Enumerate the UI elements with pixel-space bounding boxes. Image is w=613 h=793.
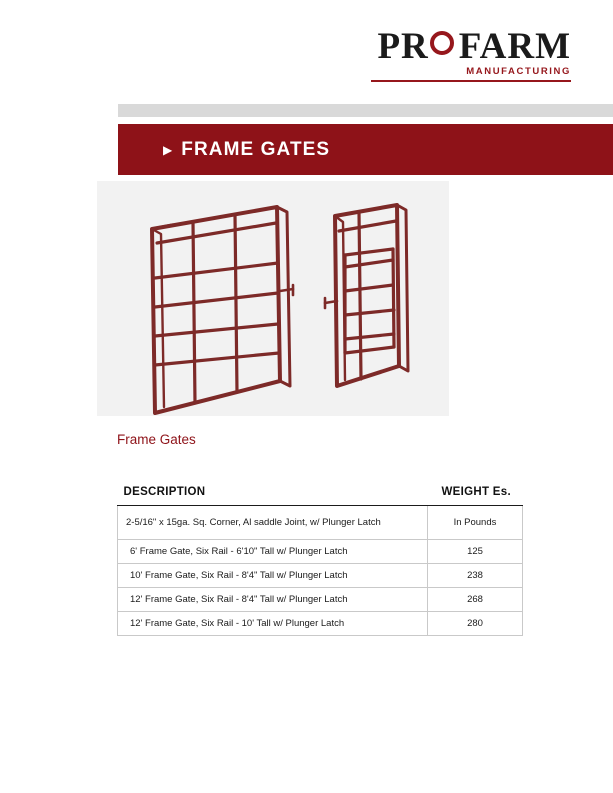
- logo-tagline: MANUFACTURING: [466, 66, 571, 77]
- logo-text-farm: FARM: [458, 26, 571, 67]
- row-description: 12' Frame Gate, Six Rail - 8'4" Tall w/ Plunger Latch: [118, 588, 428, 612]
- company-logo: [371, 28, 571, 82]
- product-image-panel: [97, 181, 449, 416]
- frame-gate-illustration: [97, 181, 449, 416]
- image-caption: Frame Gates: [117, 432, 196, 447]
- column-header-description: DESCRIPTION: [118, 486, 428, 506]
- spec-weight-unit: In Pounds: [428, 506, 523, 540]
- table-row: [118, 612, 523, 636]
- logo-wordmark: [377, 28, 571, 65]
- row-description: 6' Frame Gate, Six Rail - 6'10" Tall w/ Plunger Latch: [118, 540, 428, 564]
- table-row: [118, 564, 523, 588]
- table-header-row: [118, 486, 523, 506]
- page-title: FRAME GATES: [181, 138, 331, 160]
- row-description: 12' Frame Gate, Six Rail - 10' Tall w/ Plunger Latch: [118, 612, 428, 636]
- table-row: [118, 588, 523, 612]
- logo-underline: [371, 80, 571, 82]
- row-weight: 238: [428, 564, 523, 588]
- column-header-weight: WEIGHT Es.: [428, 486, 523, 506]
- spec-description: 2-5/16" x 15ga. Sq. Corner, Al saddle Joint, w/ Plunger Latch: [118, 506, 428, 540]
- row-weight: 125: [428, 540, 523, 564]
- section-title-bar: [118, 124, 613, 175]
- row-weight: 268: [428, 588, 523, 612]
- table-body: [118, 506, 523, 636]
- table-row: [118, 506, 523, 540]
- row-description: 10' Frame Gate, Six Rail - 8'4" Tall w/ Plunger Latch: [118, 564, 428, 588]
- table-row: [118, 540, 523, 564]
- arrow-glyph: ▶: [163, 142, 173, 157]
- specification-table: [117, 486, 523, 636]
- logo-text-pro: PR: [377, 26, 429, 67]
- title-bar-shadow: [118, 104, 613, 117]
- row-weight: 280: [428, 612, 523, 636]
